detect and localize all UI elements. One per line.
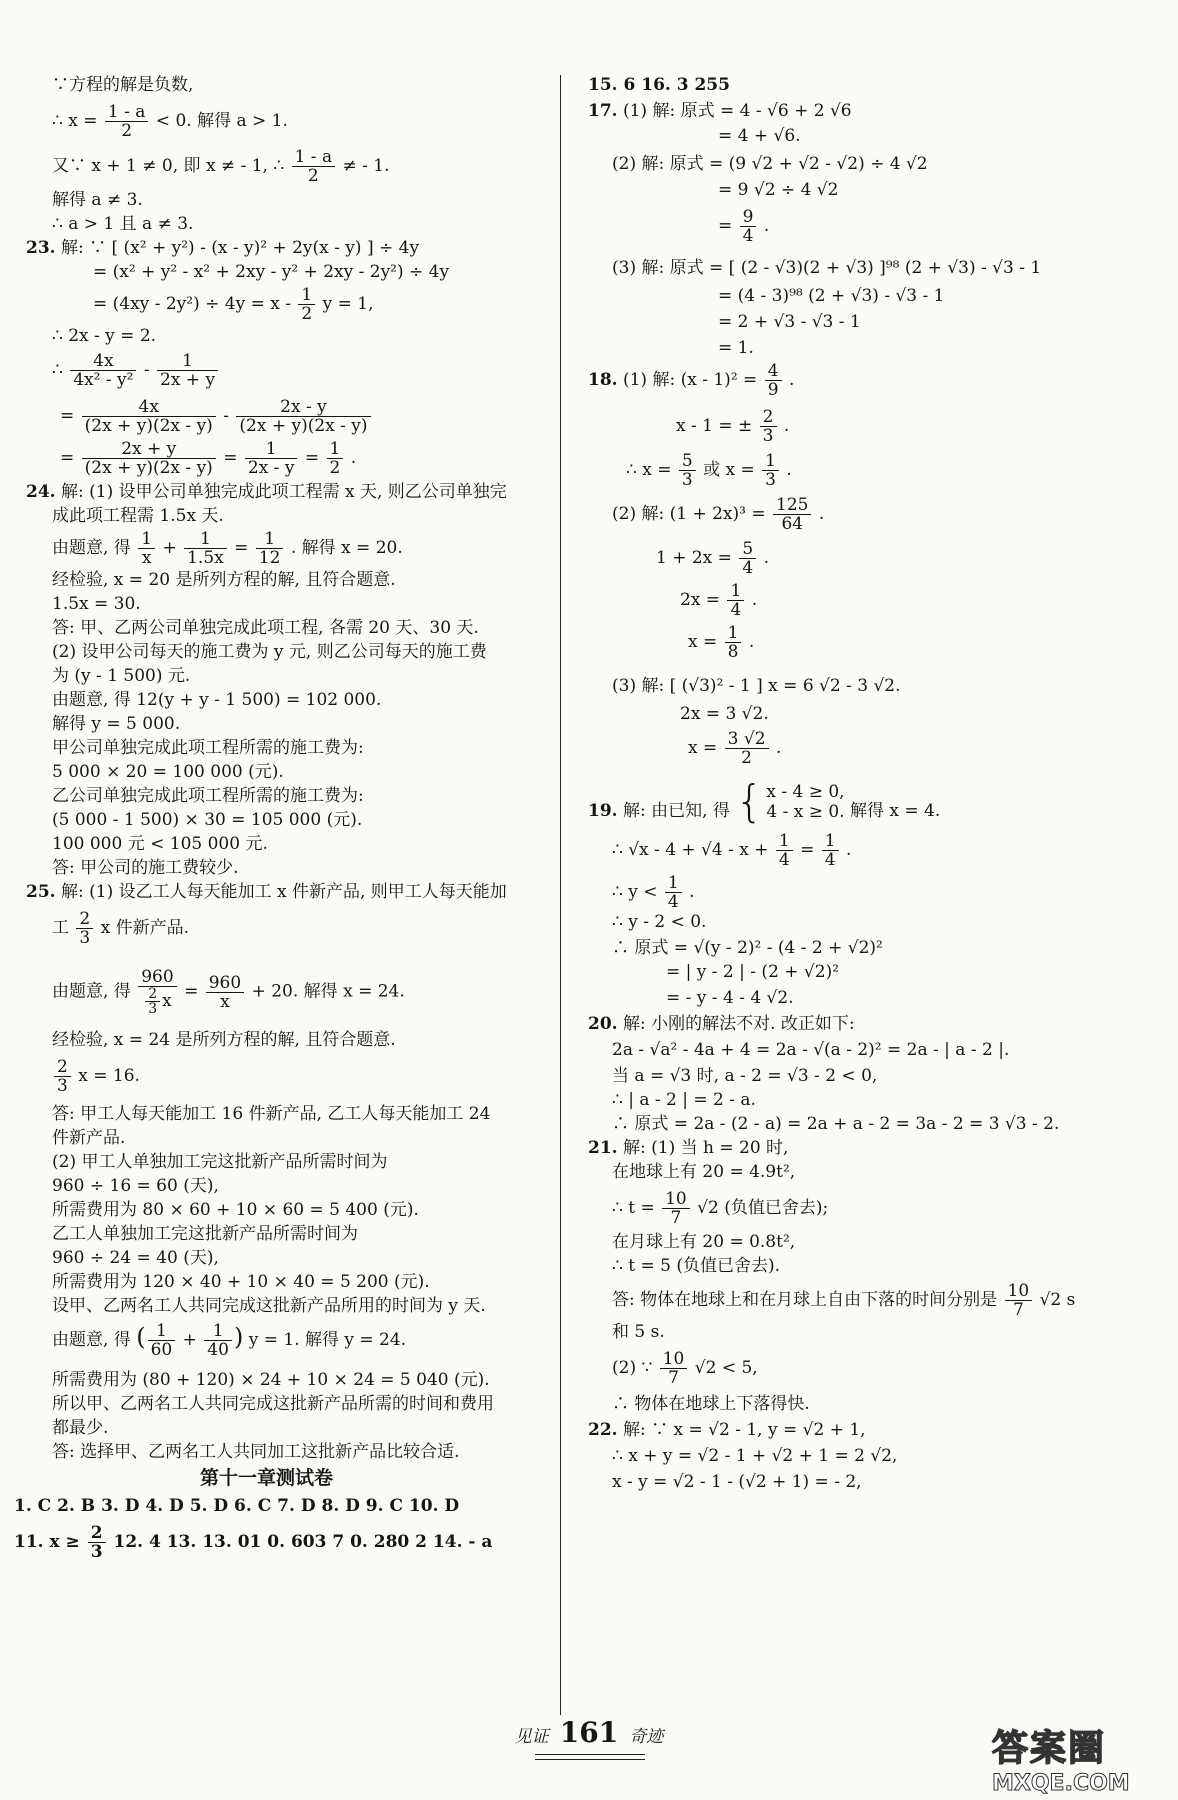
text-line: 设甲、乙两名工人共同完成这批新产品所用的时间为 y 天. <box>52 1296 486 1316</box>
text-line: = (4 - 3)⁹⁸ (2 + √3) - √3 - 1 <box>718 286 945 306</box>
text-line: ∴ a > 1 且 a ≠ 3. <box>52 214 194 234</box>
text-line: 经检验, x = 24 是所列方程的解, 且符合题意. <box>52 1030 396 1050</box>
fraction: $\frac{2x - y}{(2x + y)(2x - y)}$ <box>236 398 370 435</box>
text-line: = 2 + √3 - √3 - 1 <box>718 312 861 332</box>
watermark-logo: 答案圈 <box>992 1728 1107 1769</box>
text-line: (5 000 - 1 500) × 30 = 105 000 (元). <box>52 810 363 830</box>
text-line: ∴ √x - 4 + √4 - x + $\frac{1}{4}$ = $\frac{1}{4}$ . <box>612 831 852 870</box>
text-line: 100 000 元 < 105 000 元. <box>52 834 268 854</box>
section-title: 第十一章测试卷 <box>200 1467 334 1489</box>
text-line: ∵方程的解是负数, <box>52 75 194 95</box>
text-line: 所需费用为 (80 + 120) × 24 + 10 × 24 = 5 040 (元). <box>52 1370 490 1390</box>
fraction: $\frac{1}{8}$ <box>725 624 742 661</box>
fraction: $\frac{1}{x}$ <box>138 530 155 567</box>
text-line: ∴ 原式 = 2a - (2 - a) = 2a + a - 2 = 3a - 2 = 3 √3 - 2. <box>612 1114 1060 1134</box>
text-line: = 1. <box>718 338 754 358</box>
text-line: (2) 设甲公司每天的施工费为 y 元, 则乙公司每天的施工费 <box>52 642 487 662</box>
fraction: $\frac{1}{4}$ <box>822 832 839 869</box>
text-line: 所以甲、乙两名工人共同完成这批新产品所需的时间和费用 <box>52 1394 494 1414</box>
fraction: $\frac{3 √2}{2}$ <box>725 730 769 767</box>
text-line: ∴ t = 5 (负值已舍去). <box>612 1256 780 1276</box>
fraction: $\frac{1}{4}$ <box>776 832 793 869</box>
fraction: $\frac{4x}{\text{4x² - y²}}$ <box>70 352 136 389</box>
text-line: 答: 甲公司的施工费较少. <box>52 858 239 878</box>
text-line: x = $\frac{3 √2}{2}$ . <box>688 729 782 768</box>
fraction: $\frac{5}{3}$ <box>679 452 696 489</box>
text-line: 都最少. <box>52 1418 109 1438</box>
text-line: x - y = √2 - 1 - (√2 + 1) = - 2, <box>612 1472 862 1492</box>
fraction: $\frac{9}{4}$ <box>740 208 757 245</box>
text-line: 所需费用为 80 × 60 + 10 × 60 = 5 400 (元). <box>52 1200 419 1220</box>
fraction: $\frac{2}{3}$ <box>760 408 777 445</box>
text-line: = (x² + y² - x² + 2xy - y² + 2xy - 2y²) ÷ 4y <box>93 262 450 282</box>
watermark-url: MXQE.COM <box>992 1771 1130 1796</box>
footer-left-text: 见证 <box>514 1727 549 1747</box>
text-line: 由题意, 得 12(y + y - 1 500) = 102 000. <box>52 690 382 710</box>
text-line: 又∵ x + 1 ≠ 0, 即 x ≠ - 1, ∴ $\frac{1 - a}{2}$ ≠ - 1. <box>52 147 390 186</box>
text-line: 成此项工程需 1.5x 天. <box>52 506 224 526</box>
answer-line: 11. x ≥ $\frac{2}{3}$ 12. 4 13. 13. 01 0. 603 7 0. 280 2 14. - a <box>14 1523 493 1562</box>
text-line: 1 + 2x = $\frac{5}{4}$ . <box>656 539 769 578</box>
fraction: $\frac{4}{9}$ <box>765 362 782 399</box>
text-line: = $\frac{2x + y}{(2x + y)(2x - y)}$ = $\frac{1}{2x - y}$ = $\frac{1}{2}$ . <box>60 439 357 478</box>
text-line: = $\frac{4x}{(2x + y)(2x - y)}$ - $\frac{2x - y}{(2x + y)(2x - y)}$ <box>60 398 373 435</box>
text-line: (3) 解: 原式 = [ (2 - √3)(2 + √3) ]⁹⁸ (2 + √3) - √3 - 1 <box>612 258 1042 278</box>
text-line: ∴ y < $\frac{1}{4}$ . <box>612 873 695 912</box>
text-line: 工 $\frac{2}{3}$ x 件新产品. <box>52 909 190 948</box>
fraction: $\frac{2x + y}{(2x + y)(2x - y)}$ <box>82 440 216 477</box>
text-line: ∴ 原式 = √(y - 2)² - (4 - 2 + √2)² <box>612 938 883 958</box>
fraction: $\frac{1}{4}$ <box>727 582 744 619</box>
text-line: 2x = $\frac{1}{4}$ . <box>680 581 758 620</box>
fraction: 960 $\frac{2}{3}$ x <box>138 968 176 1016</box>
text-line: 在地球上有 20 = 4.9t², <box>612 1162 796 1182</box>
answer-line: 15. 6 16. 3 255 <box>588 75 730 95</box>
fraction: $\frac{1}{60}$ <box>148 1322 176 1359</box>
question-19: 19. 解: 由已知, 得 { x - 4 ≥ 0, 4 - x ≥ 0. 解得 x = 4. <box>588 776 941 827</box>
question-20: 20. 解: 小刚的解法不对. 改正如下: <box>588 1014 855 1034</box>
text-line: 答: 甲、乙两公司单独完成此项工程, 各需 20 天、30 天. <box>52 618 479 638</box>
text-line: 答: 物体在地球上和在月球上自由下落的时间分别是 $\frac{10}{7}$ √2 s <box>612 1281 1076 1320</box>
text-line: 960 ÷ 24 = 40 (天), <box>52 1248 219 1268</box>
question-25: 25. 解: (1) 设乙工人每天能加工 x 件新产品, 则甲工人每天能加 <box>26 882 507 902</box>
text-line: 由题意, 得 ( $\frac{1}{60}$ + $\frac{1}{40}$ ) y = 1. 解得 y = 24. <box>52 1321 407 1360</box>
fraction: $\frac{1}{2}$ <box>298 286 315 323</box>
answer-line: 1. C 2. B 3. D 4. D 5. D 6. C 7. D 8. D 9. C 10. D <box>14 1496 460 1516</box>
fraction: $\frac{125}{64}$ <box>773 496 811 533</box>
fraction: $\frac{1}{1.5x}$ <box>184 530 227 567</box>
fraction: $\frac{5}{4}$ <box>739 540 756 577</box>
question-18: 18. (1) 解: (x - 1)² = $\frac{4}{9}$ . <box>588 361 795 400</box>
text-line: ∴ 物体在地球上下落得快. <box>612 1394 810 1414</box>
text-line: (2) 甲工人单独加工完这批新产品所需时间为 <box>52 1152 388 1172</box>
text-line: = | y - 2 | - (2 + √2)² <box>666 962 840 982</box>
fraction: $\frac{1}{40}$ <box>204 1322 232 1359</box>
text-line: ∴ 2x - y = 2. <box>52 326 157 346</box>
question-22: 22. 解: ∵ x = √2 - 1, y = √2 + 1, <box>588 1420 866 1440</box>
text-line: ∴ x + y = √2 - 1 + √2 + 1 = 2 √2, <box>612 1446 898 1466</box>
text-line: = (4xy - 2y²) ÷ 4y = x - $\frac{1}{2}$ y = 1, <box>93 285 374 324</box>
fraction: $\frac{960}{x}$ <box>206 974 244 1011</box>
text-line: $\frac{2}{3}$ x = 16. <box>52 1058 140 1095</box>
fraction: $\frac{1}{4}$ <box>665 874 682 911</box>
fraction: $\frac{4x}{(2x + y)(2x - y)}$ <box>82 398 216 435</box>
fraction: $\frac{1}{3}$ <box>762 452 779 489</box>
text-line: ∴ y - 2 < 0. <box>612 912 707 932</box>
text-line: (2) 解: 原式 = (9 √2 + √2 - √2) ÷ 4 √2 <box>612 154 928 174</box>
fraction: $\frac{1 - a}{2}$ <box>292 148 336 185</box>
text-line: 乙公司单独完成此项工程所需的施工费为: <box>52 786 364 806</box>
text-line: 当 a = √3 时, a - 2 = √3 - 2 < 0, <box>612 1066 878 1086</box>
text-line: 960 ÷ 16 = 60 (天), <box>52 1176 219 1196</box>
text-line: (3) 解: [ (√3)² - 1 ] x = 6 √2 - 3 √2. <box>612 676 901 696</box>
fraction: $\frac{2}{3}$ <box>88 1524 106 1561</box>
fraction: $\frac{10}{7}$ <box>660 1350 688 1387</box>
text-line: 在月球上有 20 = 0.8t², <box>612 1232 796 1252</box>
fraction: $\frac{1}{12}$ <box>256 530 284 567</box>
question-24: 24. 解: (1) 设甲公司单独完成此项工程需 x 天, 则乙公司单独完 <box>26 482 507 502</box>
footer-right-text: 奇迹 <box>629 1727 664 1747</box>
text-line: 解得 a ≠ 3. <box>52 190 143 210</box>
text-line: x = $\frac{1}{8}$ . <box>688 623 755 662</box>
text-line: 所需费用为 120 × 40 + 10 × 40 = 5 200 (元). <box>52 1272 430 1292</box>
text-line: 2a - √a² - 4a + 4 = 2a - √(a - 2)² = 2a - | a - 2 |. <box>612 1040 1010 1060</box>
fraction: $\frac{2}{3}$ <box>54 1058 71 1095</box>
text-line: 答: 选择甲、乙两名工人共同加工这批新产品比较合适. <box>52 1442 460 1462</box>
text-line: = $\frac{9}{4}$ . <box>718 207 770 246</box>
text-line: = 4 + √6. <box>718 126 801 146</box>
watermark <box>992 1720 1170 1794</box>
text-line: ∴ $\frac{4x}{\text{4x² - y²}}$ - $\frac{1}{2x + y}$ <box>52 352 220 389</box>
text-line: 和 5 s. <box>612 1322 665 1342</box>
text-line: 乙工人单独加工完这批新产品所需时间为 <box>52 1224 358 1244</box>
text-line: = - y - 4 - 4 √2. <box>666 988 794 1008</box>
text-line: 解得 y = 5 000. <box>52 714 181 734</box>
text-line: ∴ x = $\frac{5}{3}$ 或 x = $\frac{1}{3}$ . <box>626 451 792 490</box>
page-number: 161 <box>559 1716 619 1749</box>
fraction: $\frac{1}{2}$ <box>327 440 344 477</box>
fraction: $\frac{2}{3}$ <box>76 910 93 947</box>
text-line: 2x = 3 √2. <box>680 704 769 724</box>
fraction: $\frac{10}{7}$ <box>662 1190 690 1227</box>
question-23: 23. 解: ∵ [ (x² + y²) - (x - y)² + 2y(x - y) ] ÷ 4y <box>26 238 420 258</box>
text-line: 5 000 × 20 = 100 000 (元). <box>52 762 284 782</box>
text-line: (2) ∵ $\frac{10}{7}$ √2 < 5, <box>612 1349 758 1388</box>
text-line: = 9 √2 ÷ 4 √2 <box>718 180 839 200</box>
fraction: $\frac{1}{2x - y}$ <box>245 440 298 477</box>
text-line: ∴ x = $\frac{1 - a}{2}$ < 0. 解得 a > 1. <box>52 102 288 141</box>
text-line: x - 1 = ± $\frac{2}{3}$ . <box>676 407 790 446</box>
text-line: 甲公司单独完成此项工程所需的施工费为: <box>52 738 364 758</box>
text-line: ∴ t = $\frac{10}{7}$ √2 (负值已舍去); <box>612 1189 829 1228</box>
text-line: 由题意, 得 960 $\frac{2}{3}$ x = $\frac{960}{x}$ + 20. 解得 x = 24. <box>52 967 405 1017</box>
fraction: $\frac{1}{2x + y}$ <box>157 352 218 389</box>
equation-system: { x - 4 ≥ 0, 4 - x ≥ 0. <box>735 776 845 827</box>
question-17: 17. (1) 解: 原式 = 4 - √6 + 2 √6 <box>588 101 852 121</box>
text-line: 由题意, 得 $\frac{1}{x}$ + $\frac{1}{1.5x}$ = $\frac{1}{12}$ . 解得 x = 20. <box>52 529 403 568</box>
text-line: 为 (y - 1 500) 元. <box>52 666 191 686</box>
fraction: $\frac{10}{7}$ <box>1005 1282 1033 1319</box>
text-line: 1.5x = 30. <box>52 594 141 614</box>
text-line: (2) 解: (1 + 2x)³ = $\frac{125}{64}$ . <box>612 495 825 534</box>
text-line: 经检验, x = 20 是所列方程的解, 且符合题意. <box>52 570 396 590</box>
footer-rule <box>535 1754 645 1760</box>
column-divider <box>560 75 561 1715</box>
text-line: 答: 甲工人每天能加工 16 件新产品, 乙工人每天能加工 24 <box>52 1104 491 1124</box>
text-line: 件新产品. <box>52 1128 126 1148</box>
text-line: ∴ | a - 2 | = 2 - a. <box>612 1090 756 1110</box>
question-21: 21. 解: (1) 当 h = 20 时, <box>588 1138 789 1158</box>
fraction: $\frac{1 - a}{2}$ <box>105 103 149 140</box>
